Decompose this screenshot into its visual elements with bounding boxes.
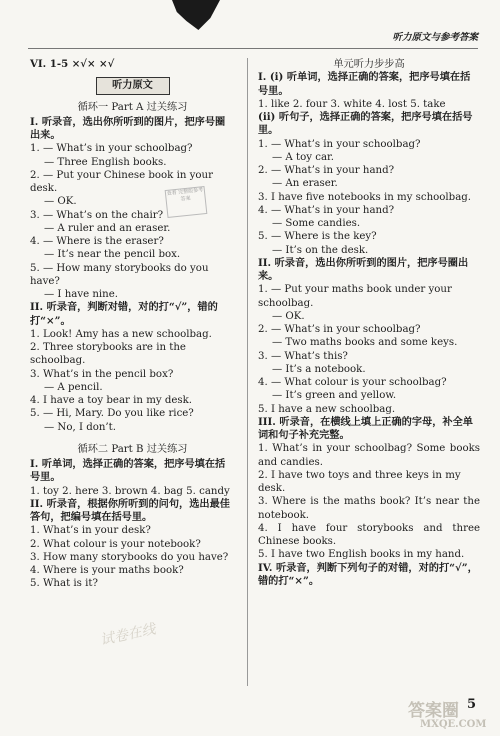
line: 4. — What colour is your schoolbag?	[258, 377, 447, 388]
line: — I have nine.	[44, 289, 118, 300]
line: 2. Three storybooks are in the schoolbag.	[30, 342, 186, 367]
line: — It’s near the pencil box.	[44, 249, 181, 261]
line: 1. — What’s in your schoolbag?	[30, 143, 193, 155]
scan-artifact	[172, 0, 220, 30]
line: — OK.	[44, 196, 77, 208]
line: 2. — What’s in your hand?	[258, 165, 395, 176]
line: 4. — Where is the eraser?	[30, 236, 164, 247]
line: — A toy car.	[272, 151, 335, 163]
line: 5. I have a new schoolbag.	[258, 403, 396, 415]
line: 3. What’s in the pencil box?	[30, 368, 174, 380]
line: 4. — What’s in your hand?	[258, 204, 395, 216]
unit-title: 单元听力步步高	[333, 59, 405, 70]
line: 5. I have two English books in my hand.	[258, 549, 465, 561]
r-q1-title: I. (i) 听单词，选择正确的答案，把序号填在括号里。	[258, 71, 471, 97]
line: 2. — Put your Chinese book in your desk.	[30, 169, 213, 194]
line: 3. How many storybooks do you have?	[30, 551, 229, 563]
line: 3. — What’s on the chair?	[30, 209, 164, 221]
word-list: 1. toy 2. here 3. brown 4. bag 5. candy	[30, 485, 230, 497]
line: — It’s a notebook.	[272, 363, 366, 375]
line: 4. Where is your maths book?	[30, 565, 184, 576]
line: 2. — What’s in your schoolbag?	[258, 324, 421, 335]
line: 1. — Put your maths book under your schoolbag.	[258, 284, 452, 309]
section-badge: 听力原文	[96, 77, 170, 94]
line: 5. — How many storybooks do you have?	[30, 262, 209, 287]
line: — Some candies.	[272, 218, 361, 229]
line: — Three English books.	[44, 156, 167, 168]
right-column	[258, 58, 480, 588]
stamp-watermark: 查看 完整版参考答案	[165, 186, 208, 218]
r-q3-title: III. 听录音，在横线上填上正确的字母，补全单词和句子补充完整。	[258, 415, 473, 441]
line: — An eraser.	[272, 178, 338, 190]
line: — Two maths books and some keys.	[272, 337, 458, 349]
line: — It’s on the desk.	[272, 244, 369, 256]
answer-vi: VI. 1-5 ×√× ×√	[30, 58, 115, 70]
loop1-title: 循环一 Part A 过关练习	[77, 101, 188, 113]
r-q4-title: IV. 听录音，判断下列句子的对错，对的打“√”，错的打“×”。	[258, 561, 478, 587]
line: — OK.	[272, 310, 305, 322]
loop1-q1-title: I. 听录音，选出你所听到的图片，把序号圈出来。	[30, 115, 226, 141]
watermark-text: 试卷在线	[98, 621, 158, 649]
page-number: 5	[466, 697, 476, 712]
header-rule	[28, 48, 478, 49]
line: — It’s green and yellow.	[272, 390, 397, 402]
loop1-q2-title: II. 听录音，判断对错，对的打“√”，错的打“×”。	[30, 301, 218, 327]
line: 3. I have five notebooks in my schoolbag.	[258, 191, 472, 203]
loop2-q1-title: I. 听单词，选择正确的答案，把序号填在括号里。	[30, 458, 226, 484]
line: 5. — Where is the key?	[258, 231, 377, 243]
line: 1. What’s in your desk?	[30, 525, 151, 537]
line: 4. I have four storybooks and three Chinese books.	[258, 522, 480, 547]
line: 2. What colour is your notebook?	[30, 538, 201, 550]
line: 1. — What’s in your schoolbag?	[258, 138, 421, 150]
r-q1-sub-ii: (ii) 听句子，选择正确的答案，把序号填在括号里。	[258, 111, 473, 137]
line: — No, I don’t.	[44, 421, 116, 433]
watermark-url: MXQE.COM	[420, 719, 487, 730]
line: 5. What is it?	[30, 578, 98, 590]
line: 1. What’s in your schoolbag? Some books and candies.	[258, 443, 480, 468]
loop2-title: 循环二 Part B 过关练习	[77, 443, 188, 455]
line: 4. I have a toy bear in my desk.	[30, 395, 193, 406]
line: 3. — What’s this?	[258, 350, 348, 362]
column-divider	[247, 58, 248, 686]
r-q2-title: II. 听录音，选出你所听到的图片，把序号圈出来。	[258, 256, 469, 282]
line: 3. Where is the maths book? It’s near the notebook.	[258, 496, 480, 521]
line: 2. I have two toys and three keys in my desk.	[258, 469, 461, 494]
line: 5. — Hi, Mary. Do you like rice?	[30, 408, 194, 420]
line: 1. Look! Amy has a new schoolbag.	[30, 328, 212, 340]
word-list: 1. like 2. four 3. white 4. lost 5. take	[258, 98, 446, 110]
watermark-logo: 答案圈	[408, 701, 459, 721]
running-header: 听力原文与参考答案	[392, 32, 478, 43]
line: — A ruler and an eraser.	[44, 222, 171, 234]
line: — A pencil.	[44, 381, 103, 393]
loop2-q2-title: II. 听录音，根据你所听到的问句，选出最佳答句，把编号填在括号里。	[30, 497, 230, 523]
left-column	[30, 58, 235, 591]
